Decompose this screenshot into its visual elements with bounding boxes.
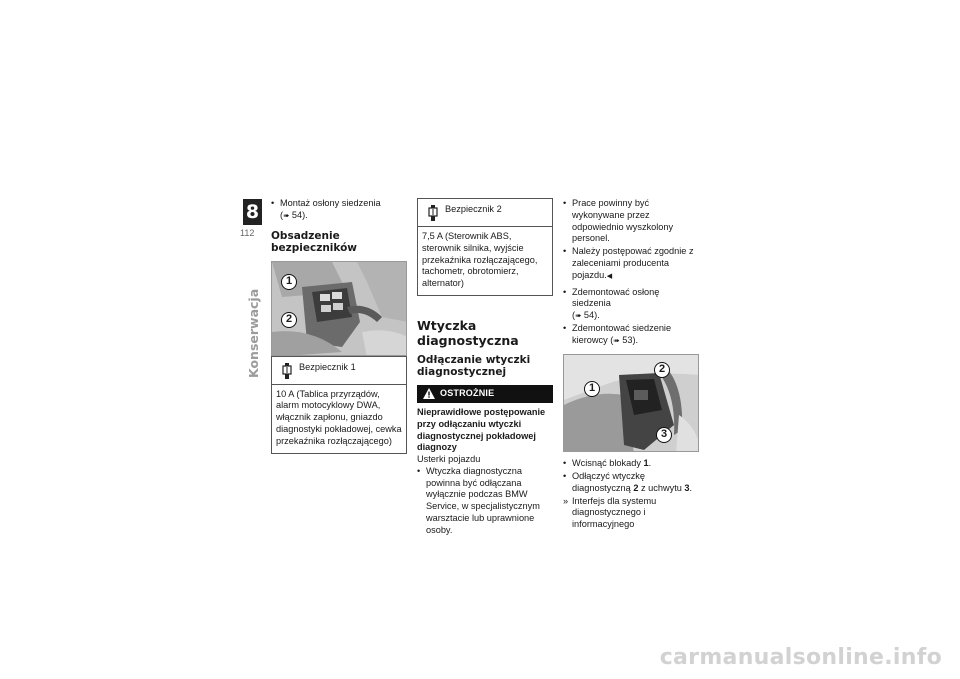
column-1 bbox=[271, 198, 407, 454]
fuse-1-description: 10 A (Tablica przyrządów, alarm motocyklowy DWA, włącznik zapłonu, gniazdo diagnostyki pokładowej, cewka przekaźnika rozłączającego) bbox=[276, 388, 402, 446]
fuse-icon bbox=[282, 363, 292, 379]
caution-consequence: Usterki pojazdu bbox=[417, 454, 481, 465]
end-mark-icon: ◀ bbox=[606, 272, 613, 280]
caution-label: OSTROŻNIE bbox=[440, 388, 495, 399]
disconnect-diagnostic-heading: Odłączanie wtyczki diagnostycznej bbox=[417, 353, 531, 379]
fuse-1-table bbox=[271, 356, 407, 454]
removal-steps bbox=[563, 287, 699, 347]
diagnostic-connector-photo bbox=[563, 354, 699, 452]
section-side-title: Konserwacja bbox=[246, 288, 261, 378]
caution-title: Nieprawidłowe postępowanie przy odłączaniu wtyczki diagnostycznej pokładowej diagnozy bbox=[417, 407, 546, 453]
disconnect-steps bbox=[563, 458, 699, 531]
fuse-2-description: 7,5 A (Sterownik ABS, sterownik silnika, wyjście przekaźnika rozłączającego, tachometr, obrotomierz, alternator) bbox=[422, 231, 538, 289]
list-item: • Należy postępować zgodnie z zaleceniami producenta pojazdu.◀ bbox=[563, 246, 699, 281]
list-item: • Montaż osłony siedzenia (➠ 54). bbox=[271, 198, 407, 222]
callout-2: 2 bbox=[654, 362, 670, 378]
fuse-2-label: Bezpiecznik 2 bbox=[445, 204, 502, 214]
callout-2: 2 bbox=[281, 312, 297, 328]
page-ref-link[interactable]: 53). bbox=[622, 334, 639, 345]
fuse-1-header bbox=[272, 357, 406, 385]
chapter-number-tab: 8 bbox=[243, 199, 262, 225]
page-ref-arrow-icon: ➠ bbox=[283, 210, 290, 220]
fuse-assignment-heading: Obsadzenie bezpieczników bbox=[271, 229, 358, 255]
page-ref-link[interactable]: 54). bbox=[583, 310, 600, 321]
fuse-1-label: Bezpiecznik 1 bbox=[299, 361, 356, 372]
diagnostic-photo-image bbox=[564, 355, 699, 452]
warning-triangle-icon bbox=[423, 388, 435, 399]
caution-measures-continued bbox=[563, 198, 699, 282]
callout-3: 3 bbox=[656, 427, 672, 443]
list-item: • Odłączyć wtyczkę diagnostyczną 2 z uchwytu 3. bbox=[563, 471, 699, 495]
list-item: • Zdemontować siedzenie kierowcy (➠ 53). bbox=[563, 323, 699, 347]
page-number: 112 bbox=[240, 228, 255, 238]
list-item: • Wcisnąć blokady 1. bbox=[563, 458, 699, 470]
intro-steps bbox=[271, 198, 407, 222]
caution-bar bbox=[417, 385, 553, 403]
list-item: • Wtyczka diagnostyczna powinna być odłączana wyłącznie podczas BMW Service, w specjalistycznym warsztacie lub uprawnione osoby. bbox=[417, 466, 553, 537]
fuse-2-header bbox=[418, 199, 552, 227]
watermark: carmanualsonline.info bbox=[659, 644, 942, 670]
caution-measures bbox=[417, 466, 553, 537]
callout-1: 1 bbox=[281, 274, 297, 290]
list-item: » Interfejs dla systemu diagnostycznego i informacyjnego bbox=[563, 496, 699, 531]
fuse-2-table bbox=[417, 198, 553, 296]
column-2 bbox=[417, 198, 553, 537]
callout-1: 1 bbox=[584, 381, 600, 397]
diagnostic-connector-heading: Wtyczka diagnostyczna bbox=[417, 317, 519, 348]
fuse-icon bbox=[428, 205, 438, 221]
column-3 bbox=[563, 198, 699, 532]
page-ref-link[interactable]: 54). bbox=[291, 209, 308, 220]
list-item: • Zdemontować osłonę siedzenia (➠ 54). bbox=[563, 287, 699, 322]
fuse-photo bbox=[271, 261, 407, 356]
page-ref-arrow-icon: ➠ bbox=[613, 335, 620, 345]
list-item: • Prace powinny być wykonywane przez odpowiednio wyszkolony personel. bbox=[563, 198, 699, 245]
page-ref-arrow-icon: ➠ bbox=[575, 311, 582, 321]
